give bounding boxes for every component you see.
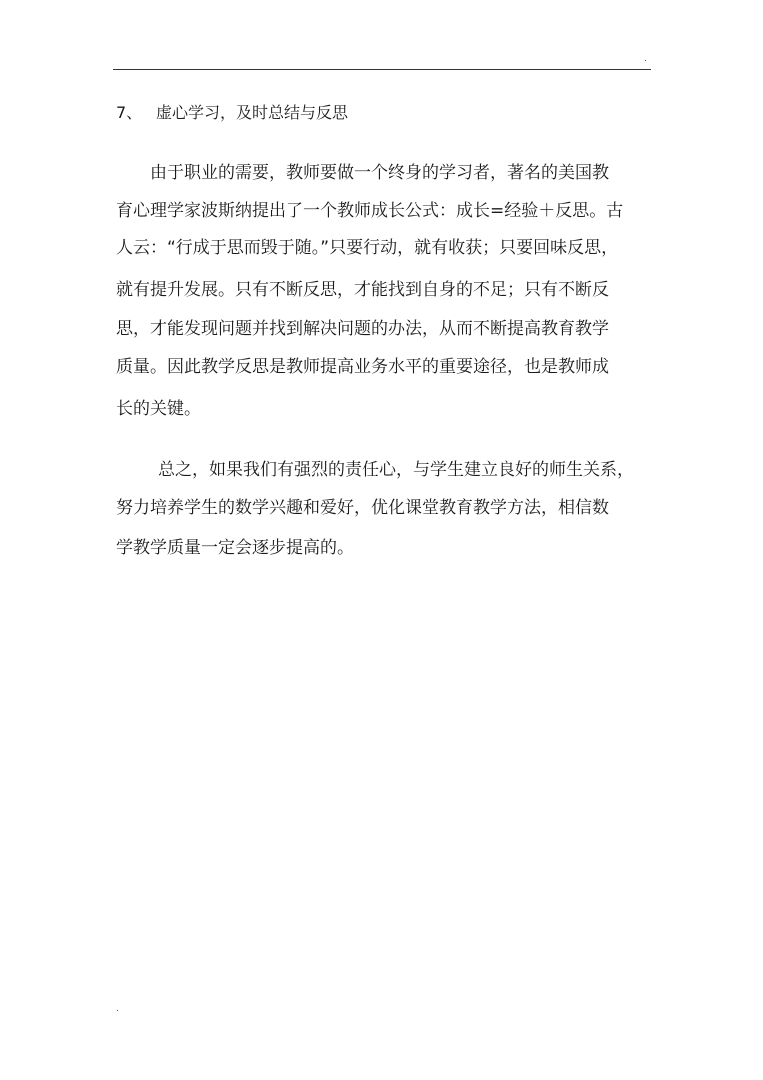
section-number: 7、 <box>116 103 143 122</box>
paragraph-line: 思，才能发现问题并找到解决问题的办法，从而不断提高教育教学 <box>116 319 609 339</box>
section-heading <box>116 101 348 125</box>
paragraph-line: 由于职业的需要，教师要做一个终身的学习者，著名的美国教 <box>150 163 609 183</box>
paragraph-line: 育心理学家波斯纳提出了一个教师成长公式：成长=经验＋反思。古 <box>116 201 624 221</box>
paragraph-line: 就有提升发展。只有不断反思，才能找到自身的不足；只有不断反 <box>116 280 609 300</box>
paragraph-line: 总之，如果我们有强烈的责任心，与学生建立良好的师生关系， <box>158 460 634 480</box>
paragraph-line: 质量。因此教学反思是教师提高业务水平的重要途径，也是教师成 <box>116 357 609 377</box>
paragraph-line: 学教学质量一定会逐步提高的。 <box>116 538 354 558</box>
paragraph-line: 努力培养学生的数学兴趣和爱好，优化课堂教育教学方法，相信数 <box>116 498 609 518</box>
header-rule <box>113 69 651 70</box>
paragraph-line: 人云：“行成于思而毁于随。”只要行动，就有收获；只要回味反思， <box>116 238 619 258</box>
footer-mark: . <box>116 1004 119 1014</box>
section-title: 虚心学习，及时总结与反思 <box>156 103 349 122</box>
paragraph-line: 长的关键。 <box>116 399 201 419</box>
header-mark: . <box>644 54 647 64</box>
